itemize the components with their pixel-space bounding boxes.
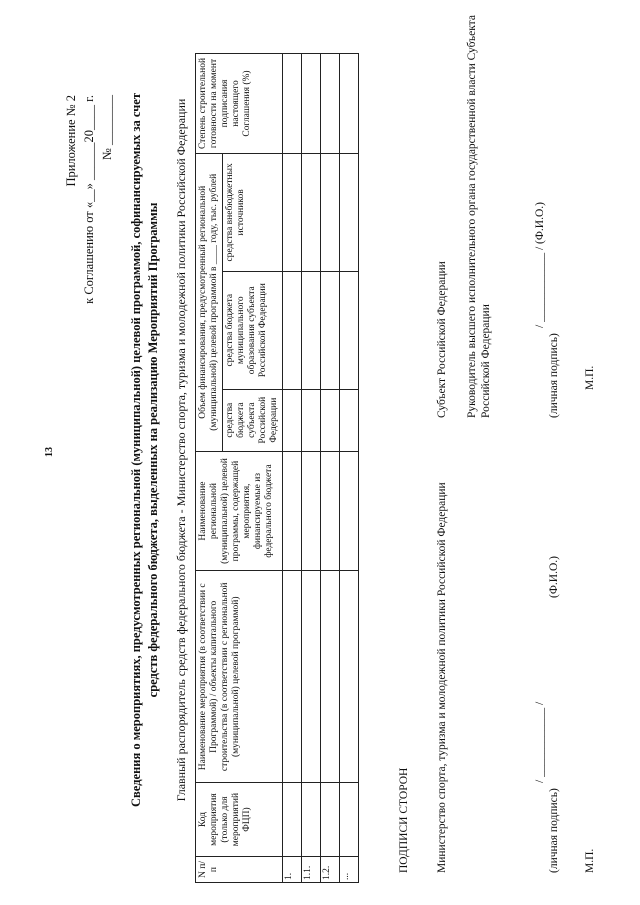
header-num: N п/п	[196, 857, 283, 883]
ministry-signature-label: (личная подпись)	[548, 788, 560, 873]
subject-signature-block	[435, 0, 596, 418]
table-cell	[283, 389, 302, 451]
table-cell	[302, 451, 321, 571]
table-cell	[321, 451, 340, 571]
ministry-seal-label: М.П.	[584, 848, 596, 873]
table-cell	[321, 271, 340, 389]
document-heading	[128, 25, 162, 875]
table-cell	[302, 153, 321, 271]
ministry-signature-line: / ____________ /	[534, 701, 546, 783]
table-cell	[283, 54, 302, 154]
table-cell	[340, 54, 359, 154]
table-row	[321, 54, 340, 883]
header-measure-name: Наименование мероприятия (в соответствии с Программой) / объекты капитального строительства (в соответствии с региональной (муниципальной) целевой программой)	[196, 571, 283, 783]
table-cell	[283, 271, 302, 389]
table-cell	[321, 571, 340, 783]
measures-table	[195, 53, 359, 883]
ministry-name: Министерство спорта, туризма и молодежной политики Российской Федерации	[436, 482, 448, 873]
row-number: 1.2.	[321, 857, 340, 883]
table-row	[283, 54, 302, 883]
table-cell	[340, 389, 359, 451]
table-cell	[321, 783, 340, 857]
row-number: ...	[340, 857, 359, 883]
subject-signature-label: (личная подпись)	[548, 333, 560, 418]
table-cell	[302, 54, 321, 154]
row-number: 1.	[283, 857, 302, 883]
subheader-extrabudgetary: средства внебюджетных источников	[223, 153, 283, 271]
subject-seal-label: М.П.	[584, 365, 596, 390]
subheader-region-budget: средства бюджета субъекта Российской Федерации	[223, 389, 283, 451]
table-cell	[340, 153, 359, 271]
ministry-fio-label: (Ф.И.О.)	[548, 556, 560, 598]
table-cell	[340, 571, 359, 783]
table-cell	[302, 271, 321, 389]
subheader-municipal-budget: средства бюджета муниципального образования субъекта Российской Федерации	[223, 271, 283, 389]
header-code: Код мероприятия (только для мероприятий ФЦП)	[196, 783, 283, 857]
table-cell	[321, 389, 340, 451]
appendix-agreement-number: № ________	[100, 95, 114, 161]
header-funding: Объем финансирования, предусмотренный региональной (муниципальной) целевой программой в ____ году, тыс. рублей	[196, 153, 223, 451]
table-cell	[283, 571, 302, 783]
header-program-name: Наименование региональной (муниципальной) целевой программы, содержащей мероприятия, финансируемые из федерального бюджета	[196, 451, 283, 571]
table-cell	[302, 389, 321, 451]
appendix-agreement-date: к Соглашению от «__» ______20____ г.	[82, 95, 96, 304]
table-row	[302, 54, 321, 883]
heading-line-2: средств федерального бюджета, выделенных на реализацию Мероприятий Программы	[146, 202, 160, 698]
subject-signature-line: / ____________ / (Ф.И.О.)	[534, 202, 546, 328]
page-number: 13	[44, 447, 55, 457]
signatures-title: ПОДПИСИ СТОРОН	[398, 767, 410, 873]
table-row	[340, 54, 359, 883]
table-cell	[283, 451, 302, 571]
header-readiness: Степень строительной готовности на момент подписания настоящего Соглашения (%)	[196, 54, 283, 154]
heading-line-1: Сведения о мероприятиях, предусмотренных региональной (муниципальной) целевой программой, софинансируемых за счет	[129, 93, 143, 807]
table-cell	[340, 271, 359, 389]
subject-head-title: Руководитель высшего исполнительного органа государственной власти Субъекта Российской Федерации	[466, 15, 492, 418]
rotated-document-sheet	[62, 5, 596, 895]
ministry-signature-block	[435, 433, 596, 873]
appendix-header	[62, 95, 116, 304]
appendix-title: Приложение № 2	[64, 95, 78, 187]
table-cell	[321, 153, 340, 271]
table-cell	[340, 783, 359, 857]
budget-distributor: Главный распорядитель средств федерального бюджета - Министерство спорта, туризма и молодежной политики Российской Федерации	[174, 98, 188, 802]
subject-name: Субъект Российской Федерации	[436, 261, 448, 418]
table-cell	[283, 153, 302, 271]
table-cell	[283, 783, 302, 857]
table-cell	[302, 571, 321, 783]
row-number: 1.1.	[302, 857, 321, 883]
table-cell	[340, 451, 359, 571]
table-cell	[321, 54, 340, 154]
table-cell	[302, 783, 321, 857]
